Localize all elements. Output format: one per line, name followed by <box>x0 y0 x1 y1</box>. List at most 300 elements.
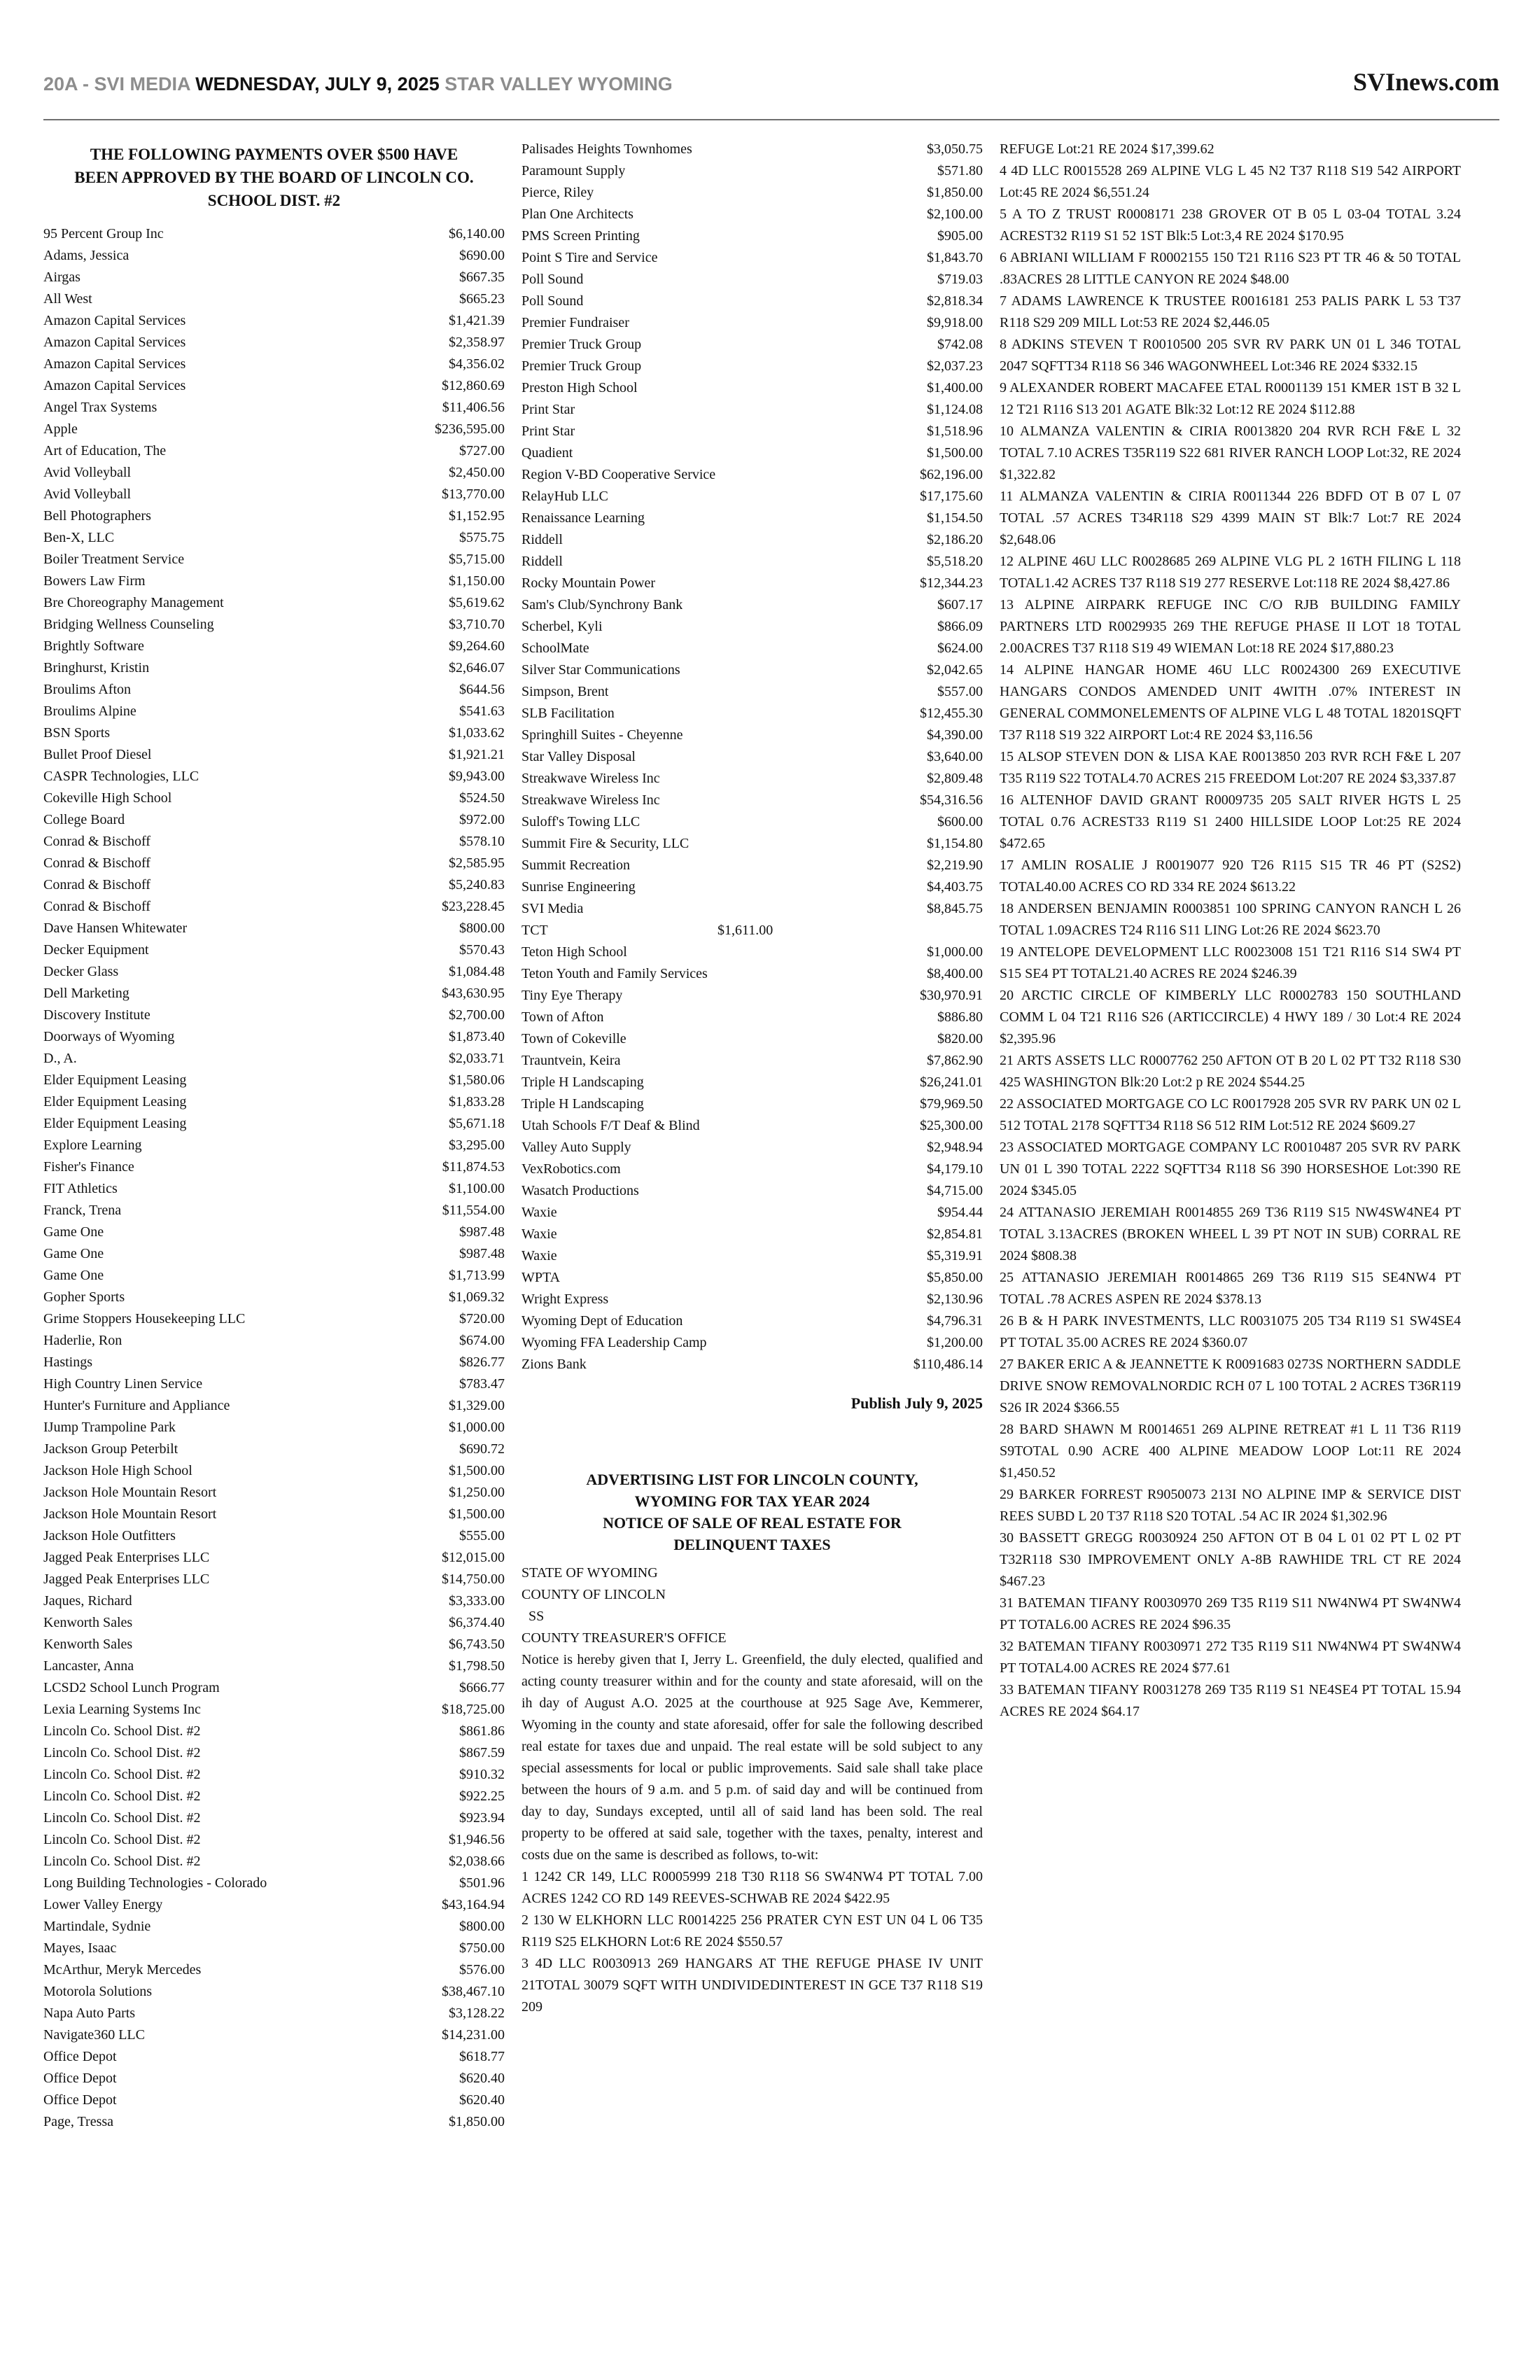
property-item: 24 ATTANASIO JEREMIAH R0014855 269 T36 R119 S15 NW4SW4NE4 PT TOTAL 3.13ACRES (BROKEN WHEEL L 39 PT NOT IN SUB) CORRAL RE 2024 $808.38 <box>1000 1205 1461 1264</box>
payment-amount: $1,329.00 <box>449 1398 505 1413</box>
payee-name: Mayes, Isaac <box>43 1940 117 1956</box>
payee-name: Pierce, Riley <box>522 185 594 200</box>
payment-amount: $2,186.20 <box>927 532 983 547</box>
payee-name: Palisades Heights Townhomes <box>522 141 692 157</box>
payment-row <box>43 375 505 397</box>
payment-row <box>43 1482 505 1504</box>
payee-name: Game One <box>43 1268 104 1283</box>
payment-row <box>522 681 983 703</box>
payment-amount: $3,295.00 <box>449 1138 505 1153</box>
payment-row <box>43 419 505 440</box>
payment-row <box>43 961 505 983</box>
payment-amount: $11,406.56 <box>442 400 505 415</box>
payee-name: Hastings <box>43 1354 92 1370</box>
payment-amount: $576.00 <box>459 1962 505 1977</box>
payee-name: Bringhurst, Kristin <box>43 660 150 676</box>
edition-label: 20A - SVI MEDIA <box>43 74 190 94</box>
property-item: 26 B & H PARK INVESTMENTS, LLC R0031075 205 T34 R119 S1 SW4SE4 PT TOTAL 35.00 ACRES RE 2024 $360.07 <box>1000 1313 1461 1350</box>
payment-row <box>522 1093 983 1115</box>
payment-row <box>522 1245 983 1267</box>
payee-name: High Country Linen Service <box>43 1376 203 1392</box>
payment-amount: $12,015.00 <box>442 1550 505 1565</box>
payee-name: Lincoln Co. School Dist. #2 <box>43 1854 201 1869</box>
property-item: 19 ANTELOPE DEVELOPMENT LLC R0023008 151 T21 R116 S14 SW4 PT S15 SE4 PT TOTAL21.40 ACRES RE 2024 $246.39 <box>1000 944 1461 981</box>
payee-name: Jaques, Richard <box>43 1593 132 1609</box>
payment-row <box>522 1332 983 1354</box>
payee-name: Franck, Trena <box>43 1203 122 1218</box>
payment-row <box>43 1677 505 1699</box>
payment-row <box>522 616 983 638</box>
payment-row <box>522 746 983 768</box>
payment-row <box>522 724 983 746</box>
payee-name: Conrad & Bischoff <box>43 834 150 849</box>
payment-row <box>43 918 505 939</box>
tax-notice-title-line: WYOMING FOR TAX YEAR 2024 <box>634 1492 870 1510</box>
payee-name: Triple H Landscaping <box>522 1074 644 1090</box>
payment-amount: $783.47 <box>459 1376 505 1392</box>
payment-amount: $13,770.00 <box>442 486 505 502</box>
payee-name: Point S Tire and Service <box>522 250 658 265</box>
header-left <box>43 74 673 95</box>
legal-heading-line: STATE OF WYOMING <box>522 1565 658 1581</box>
payment-row <box>43 657 505 679</box>
property-item: 20 ARCTIC CIRCLE OF KIMBERLY LLC R0002783 150 SOUTHLAND COMM L 04 T21 R116 S26 (ARTICCIRCLE) 4 HWY 189 / 30 Lot:4 RE 2024 $2,395.96 <box>1000 988 1461 1046</box>
property-item: 13 ALPINE AIRPARK REFUGE INC C/O RJB BUILDING FAMILY PARTNERS LTD R0029935 269 THE REFUGE PHASE II LOT 18 TOTAL 2.00ACRES T37 R118 S19 49 WIEMAN Lot:18 RE 2024 $17,880.23 <box>1000 597 1461 656</box>
column-1 <box>43 139 505 2133</box>
payment-row <box>43 1438 505 1460</box>
payment-row <box>43 1113 505 1135</box>
payment-amount: $690.72 <box>459 1441 505 1457</box>
payment-row <box>43 722 505 744</box>
payment-amount: $1,850.00 <box>927 185 983 200</box>
payment-row <box>522 1224 983 1245</box>
payment-amount: $555.00 <box>459 1528 505 1544</box>
payee-name: Rocky Mountain Power <box>522 575 656 591</box>
payee-name: Game One <box>43 1246 104 1261</box>
payee-name: Fisher's Finance <box>43 1159 134 1175</box>
payment-amount: $54,316.56 <box>920 792 983 808</box>
payee-name: Suloff's Towing LLC <box>522 814 640 830</box>
payment-amount: $2,854.81 <box>927 1226 983 1242</box>
payee-name: Bullet Proof Diesel <box>43 747 152 762</box>
payee-name: Trauntvein, Keira <box>522 1053 621 1068</box>
payment-row <box>43 1026 505 1048</box>
payee-name: Streakwave Wireless Inc <box>522 771 660 786</box>
payee-name: Dave Hansen Whitewater <box>43 920 188 936</box>
payee-name: Long Building Technologies - Colorado <box>43 1875 267 1891</box>
payee-name: Bell Photographers <box>43 508 151 524</box>
payment-amount: $1,518.96 <box>927 424 983 439</box>
payee-name: Region V-BD Cooperative Service <box>522 467 716 482</box>
payee-name: Napa Auto Parts <box>43 2005 136 2021</box>
property-item: 30 BASSETT GREGG R0030924 250 AFTON OT B 04 L 01 02 PT L 02 PT T32R118 S30 IMPROVEMENT ONLY A-8B RAWHIDE TRL CT RE 2024 $467.23 <box>1000 1530 1461 1589</box>
tax-notice-title-line: ADVERTISING LIST FOR LINCOLN COUNTY, <box>586 1471 918 1488</box>
payment-row <box>522 1310 983 1332</box>
payment-row <box>522 855 983 876</box>
payment-amount: $644.56 <box>459 682 505 697</box>
payment-amount: $3,333.00 <box>449 1593 505 1609</box>
property-item: 33 BATEMAN TIFANY R0031278 269 T35 R119 S1 NE4SE4 PT TOTAL 15.94 ACRES RE 2024 $64.17 <box>1000 1682 1461 1719</box>
payment-amount: $2,042.65 <box>927 662 983 678</box>
property-items-col2 <box>522 1866 983 2018</box>
payee-name: Jackson Group Peterbilt <box>43 1441 178 1457</box>
payments-list-col1 <box>43 223 505 2133</box>
payment-row <box>43 1091 505 1113</box>
payment-amount: $9,918.00 <box>927 315 983 330</box>
payment-row <box>43 636 505 657</box>
payment-row <box>43 1243 505 1265</box>
payee-name: Tiny Eye Therapy <box>522 988 623 1003</box>
payment-row <box>43 1265 505 1287</box>
payee-name: RelayHub LLC <box>522 489 608 504</box>
payee-name: Page, Tressa <box>43 2114 114 2129</box>
payee-name: Hunter's Furniture and Appliance <box>43 1398 230 1413</box>
payment-amount: $571.80 <box>937 163 983 178</box>
legal-heading <box>522 1562 983 1649</box>
payment-amount: $1,100.00 <box>449 1181 505 1196</box>
payment-row <box>522 247 983 269</box>
payment-amount: $570.43 <box>459 942 505 958</box>
payment-amount: $2,130.96 <box>927 1292 983 1307</box>
payee-name: 95 Percent Group Inc <box>43 226 164 241</box>
payment-row <box>43 1395 505 1417</box>
payment-amount: $12,860.69 <box>442 378 505 393</box>
payment-row <box>522 811 983 833</box>
payee-name: Haderlie, Ron <box>43 1333 122 1348</box>
payment-amount: $910.32 <box>459 1767 505 1782</box>
payee-name: Summit Fire & Security, LLC <box>522 836 690 851</box>
payment-amount: $43,630.95 <box>442 986 505 1001</box>
payment-row <box>522 225 983 247</box>
payment-amount: $607.17 <box>937 597 983 612</box>
payee-name: Premier Truck Group <box>522 337 642 352</box>
payment-amount: $2,585.95 <box>449 855 505 871</box>
payee-name: Premier Fundraiser <box>522 315 629 330</box>
payee-name: All West <box>43 291 92 307</box>
payment-amount: $8,400.00 <box>927 966 983 981</box>
property-item: 2 130 W ELKHORN LLC R0014225 256 PRATER CYN EST UN 04 L 06 T35 R119 S25 ELKHORN Lot:6 RE 2024 $550.57 <box>522 1912 983 1949</box>
payee-name: Lincoln Co. School Dist. #2 <box>43 1810 201 1826</box>
payment-amount: $2,100.00 <box>927 206 983 222</box>
property-item: 16 ALTENHOF DAVID GRANT R0009735 205 SALT RIVER HGTS L 25 TOTAL 0.76 ACREST33 R119 S1 2400 HILLSIDE LOOP Lot:25 RE 2024 $472.65 <box>1000 792 1461 851</box>
payee-name: Print Star <box>522 424 575 439</box>
payment-row <box>43 2003 505 2024</box>
legal-heading-line: SS <box>528 1609 545 1624</box>
payment-row <box>43 1699 505 1721</box>
payment-row <box>522 507 983 529</box>
payee-name: Bowers Law Firm <box>43 573 146 589</box>
payee-name: Wyoming Dept of Education <box>522 1313 683 1329</box>
payee-name: Wasatch Productions <box>522 1183 639 1198</box>
payment-amount: $9,943.00 <box>449 769 505 784</box>
payment-amount: $62,196.00 <box>920 467 983 482</box>
payee-name: Office Depot <box>43 2071 117 2086</box>
payment-amount: $5,240.83 <box>449 877 505 892</box>
publish-line: Publish July 9, 2025 <box>850 1394 983 1412</box>
payment-amount: $800.00 <box>459 920 505 936</box>
payment-row <box>522 638 983 659</box>
payment-amount: $4,796.31 <box>927 1313 983 1329</box>
payee-name: PMS Screen Printing <box>522 228 640 244</box>
payee-name: SVI Media <box>522 901 584 916</box>
payment-amount: $1,500.00 <box>927 445 983 461</box>
payee-name: Sunrise Engineering <box>522 879 636 895</box>
payee-name: College Board <box>43 812 125 827</box>
payee-name: Angel Trax Systems <box>43 400 158 415</box>
property-item: 28 BARD SHAWN M R0014651 269 ALPINE RETREAT #1 L 11 T36 R119 S9TOTAL 0.90 ACRE 400 ALPINE MEADOW LOOP Lot:11 RE 2024 $1,450.52 <box>1000 1422 1461 1480</box>
payment-amount: $2,219.90 <box>927 858 983 873</box>
payment-amount: $1,400.00 <box>927 380 983 396</box>
payment-row <box>43 939 505 961</box>
payment-amount: $1,873.40 <box>449 1029 505 1044</box>
payment-amount: $1,921.21 <box>449 747 505 762</box>
payment-row <box>522 1072 983 1093</box>
payee-name: Decker Equipment <box>43 942 149 958</box>
notice-body-paragraph: Notice is hereby given that I, Jerry L. Greenfield, the duly elected, qualified and acting county treasurer within and for the county and state aforesaid, will on the ih day of August A.O. 2025 at the courthouse at 925 Sage Ave, Kemmerer, Wyoming in the county and state aforesaid, offer for sale the following described real estate for taxes due and unpaid. The real estate will be sold subject to any special assessments for local or public improvements. Said sale shall take place between the hours of 9 a.m. and 5 p.m. of said day and will be continued from day to day, Sundays excepted, until all of said land has been sold. The real property to be offered at said sale, together with the taxes, penalty, interest and costs due on the same is described as follows, to-wit: <box>522 1652 983 1863</box>
payment-amount: $501.96 <box>459 1875 505 1891</box>
payment-amount: $524.50 <box>459 790 505 806</box>
payment-amount: $1,069.32 <box>449 1289 505 1305</box>
payee-name: Elder Equipment Leasing <box>43 1072 187 1088</box>
payment-row <box>43 831 505 853</box>
payee-name: Teton High School <box>522 944 627 960</box>
payment-amount: $674.00 <box>459 1333 505 1348</box>
property-items-col3 <box>1000 139 1461 1723</box>
payee-name: Triple H Landscaping <box>522 1096 644 1112</box>
payment-amount: $618.77 <box>459 2049 505 2064</box>
payment-row <box>43 1742 505 1764</box>
legal-heading-line: COUNTY OF LINCOLN <box>522 1587 666 1602</box>
payee-name: Springhill Suites - Cheyenne <box>522 727 683 743</box>
payment-row <box>43 1894 505 1916</box>
payee-name: Dell Marketing <box>43 986 130 1001</box>
payments-title <box>43 143 505 212</box>
payee-name: Martindale, Sydnie <box>43 1919 151 1934</box>
payee-name: Lincoln Co. School Dist. #2 <box>43 1723 201 1739</box>
property-item: 23 ASSOCIATED MORTGAGE COMPANY LC R0010487 205 SVR RV PARK UN 01 L 390 TOTAL 2222 SQFTT34 R118 S6 390 HORSESHOE Lot:390 RE 2024 $345.05 <box>1000 1140 1461 1198</box>
payment-row <box>522 464 983 486</box>
payment-amount: $6,374.40 <box>449 1615 505 1630</box>
payment-amount: $2,037.23 <box>927 358 983 374</box>
header-location: STAR VALLEY WYOMING <box>444 74 673 94</box>
payment-row <box>43 1330 505 1352</box>
payee-name: Navigate360 LLC <box>43 2027 145 2043</box>
payee-name: Riddell <box>522 532 563 547</box>
payment-row <box>522 1007 983 1028</box>
property-item: 1 1242 CR 149, LLC R0005999 218 T30 R118 S6 SW4NW4 PT TOTAL 7.00 ACRES 1242 CO RD 149 REEVES-SCHWAB RE 2024 $422.95 <box>522 1869 983 1906</box>
payee-name: Discovery Institute <box>43 1007 150 1023</box>
payment-row <box>522 356 983 377</box>
payment-row <box>522 421 983 442</box>
payment-row <box>522 1180 983 1202</box>
payment-row <box>43 2068 505 2090</box>
property-item: 8 ADKINS STEVEN T R0010500 205 SVR RV PARK UN 01 L 346 TOTAL 2047 SQFTT34 R118 S6 346 WAGONWHEEL Lot:346 RE 2024 $332.15 <box>1000 337 1461 374</box>
payee-name: WPTA <box>522 1270 561 1285</box>
payment-amount: $7,862.90 <box>927 1053 983 1068</box>
payment-amount: $6,140.00 <box>449 226 505 241</box>
payment-row <box>522 399 983 421</box>
payment-amount: $1,946.56 <box>449 1832 505 1847</box>
payment-row <box>522 920 983 941</box>
payments-list-col2 <box>522 139 983 1376</box>
header-date: WEDNESDAY, JULY 9, 2025 <box>195 74 440 94</box>
payment-row <box>43 2111 505 2133</box>
payment-amount: $987.48 <box>459 1224 505 1240</box>
payment-amount: $719.03 <box>937 272 983 287</box>
payment-row <box>43 1135 505 1156</box>
payee-name: Gopher Sports <box>43 1289 125 1305</box>
payee-name: Utah Schools F/T Deaf & Blind <box>522 1118 700 1133</box>
payee-name: Boiler Treatment Service <box>43 552 185 567</box>
property-item: 14 ALPINE HANGAR HOME 46U LLC R0024300 269 EXECUTIVE HANGARS CONDOS AMENDED UNIT 4WITH .07% INTEREST IN GENERAL COMMONELEMENTS OF ALPINE VLG L 48 TOTAL 18201SQFT T37 R118 S19 322 AIRPORT Lot:4 RE 2024 $3,116.56 <box>1000 662 1461 743</box>
payee-name: Plan One Architects <box>522 206 634 222</box>
column-3 <box>1000 139 1461 2133</box>
property-item: 9 ALEXANDER ROBERT MACAFEE ETAL R0001139 151 KMER 1ST B 32 L 12 T21 R116 S13 201 AGATE Blk:32 Lot:12 RE 2024 $112.88 <box>1000 380 1461 417</box>
payee-name: Lancaster, Anna <box>43 1658 134 1674</box>
payment-amount: $11,554.00 <box>442 1203 505 1218</box>
header-divider <box>43 119 1499 120</box>
payment-amount: $26,241.01 <box>920 1074 983 1090</box>
content-columns <box>43 139 1460 2133</box>
payment-amount: $5,850.00 <box>927 1270 983 1285</box>
tax-notice-title-line: DELINQUENT TAXES <box>673 1536 831 1553</box>
payment-amount: $12,455.30 <box>920 706 983 721</box>
payment-amount: $1,000.00 <box>927 944 983 960</box>
payment-row <box>43 1048 505 1070</box>
payment-row <box>522 290 983 312</box>
payment-row <box>43 679 505 701</box>
payment-amount: $2,948.94 <box>927 1140 983 1155</box>
payment-amount: $38,467.10 <box>442 1984 505 1999</box>
payment-row <box>43 874 505 896</box>
payee-name: Wright Express <box>522 1292 609 1307</box>
payment-amount: $905.00 <box>937 228 983 244</box>
payment-amount: $5,671.18 <box>449 1116 505 1131</box>
payee-name: Summit Recreation <box>522 858 630 873</box>
payee-name: Amazon Capital Services <box>43 378 186 393</box>
payment-row <box>43 527 505 549</box>
payment-row <box>43 505 505 527</box>
payment-amount: $1,843.70 <box>927 250 983 265</box>
payee-name: Elder Equipment Leasing <box>43 1116 187 1131</box>
payee-name: Amazon Capital Services <box>43 356 186 372</box>
payment-amount: $665.23 <box>459 291 505 307</box>
payment-amount: $3,050.75 <box>927 141 983 157</box>
payee-name: Jagged Peak Enterprises LLC <box>43 1550 210 1565</box>
payment-amount: $25,300.00 <box>920 1118 983 1133</box>
payment-row <box>522 529 983 551</box>
payment-row <box>522 985 983 1007</box>
payment-row <box>43 1807 505 1829</box>
payment-amount: $972.00 <box>459 812 505 827</box>
payee-name: Decker Glass <box>43 964 119 979</box>
payee-name: Jackson Hole Mountain Resort <box>43 1506 217 1522</box>
payment-amount: $1,152.95 <box>449 508 505 524</box>
payment-amount: $742.08 <box>937 337 983 352</box>
payment-amount: $2,033.71 <box>449 1051 505 1066</box>
payment-amount: $43,164.94 <box>442 1897 505 1912</box>
payment-row <box>522 833 983 855</box>
payment-amount: $2,818.34 <box>927 293 983 309</box>
payment-amount: $6,743.50 <box>449 1637 505 1652</box>
payee-name: Town of Afton <box>522 1009 604 1025</box>
payment-row <box>522 182 983 204</box>
payment-row <box>43 1156 505 1178</box>
payee-name: Streakwave Wireless Inc <box>522 792 660 808</box>
payment-row <box>43 1851 505 1872</box>
payment-amount: $236,595.00 <box>435 421 505 437</box>
payment-amount: $11,874.53 <box>442 1159 505 1175</box>
payee-name: Amazon Capital Services <box>43 313 186 328</box>
payee-name: Airgas <box>43 270 80 285</box>
payment-row <box>43 1287 505 1308</box>
payment-amount: $5,715.00 <box>449 552 505 567</box>
page-header <box>43 67 1499 99</box>
payment-row <box>43 1612 505 1634</box>
payment-amount: $578.10 <box>459 834 505 849</box>
payee-name: Cokeville High School <box>43 790 172 806</box>
payment-row <box>43 744 505 766</box>
payment-row <box>43 332 505 354</box>
payments-title-line: THE FOLLOWING PAYMENTS OVER $500 HAVE <box>90 146 458 163</box>
payee-name: Bre Choreography Management <box>43 595 224 610</box>
property-item: 32 BATEMAN TIFANY R0030971 272 T35 R119 S11 NW4NW4 PT SW4NW4 PT TOTAL4.00 ACRES RE 2024 $77.61 <box>1000 1639 1461 1676</box>
payment-row <box>43 1525 505 1547</box>
payment-row <box>43 570 505 592</box>
payment-row <box>522 1050 983 1072</box>
property-item: 7 ADAMS LAWRENCE K TRUSTEE R0016181 253 PALIS PARK L 53 T37 R118 S29 209 MILL Lot:53 RE 2024 $2,446.05 <box>1000 293 1461 330</box>
payment-amount: $1,084.48 <box>449 964 505 979</box>
payment-row <box>43 788 505 809</box>
payment-amount: $667.35 <box>459 270 505 285</box>
property-item: 11 ALMANZA VALENTIN & CIRIA R0011344 226 BDFD OT B 07 L 07 TOTAL .57 ACRES T34R118 S29 4399 MAIN ST Blk:7 Lot:7 RE 2024 $2,648.06 <box>1000 489 1461 547</box>
payment-row <box>43 354 505 375</box>
payment-row <box>522 1289 983 1310</box>
payment-row <box>43 614 505 636</box>
payee-name: Star Valley Disposal <box>522 749 636 764</box>
payment-amount: $1,713.99 <box>449 1268 505 1283</box>
payment-amount: $2,700.00 <box>449 1007 505 1023</box>
payee-name: Conrad & Bischoff <box>43 877 150 892</box>
payment-amount: $2,358.97 <box>449 335 505 350</box>
payment-row <box>43 1417 505 1438</box>
payment-row <box>522 790 983 811</box>
payment-row <box>522 703 983 724</box>
property-item: 27 BAKER ERIC A & JEANNETTE K R0091683 0273S NORTHERN SADDLE DRIVE SNOW REMOVALNORDIC RCH 07 L 100 TOTAL 2 ACRES T36R119 S26 IR 2024 $366.55 <box>1000 1357 1461 1415</box>
payment-row <box>43 701 505 722</box>
payee-name: SLB Facilitation <box>522 706 615 721</box>
payee-name: Jackson Hole Mountain Resort <box>43 1485 217 1500</box>
payment-row <box>522 1202 983 1224</box>
payee-name: Sam's Club/Synchrony Bank <box>522 597 683 612</box>
payment-amount: $18,725.00 <box>442 1702 505 1717</box>
payee-name: Quadient <box>522 445 573 461</box>
property-item: 29 BARKER FORREST R9050073 213I NO ALPINE IMP & SERVICE DIST REES SUBD L 20 T37 R118 S20 TOTAL .54 AC IR 2024 $1,302.96 <box>1000 1487 1461 1524</box>
payment-amount: $750.00 <box>459 1940 505 1956</box>
payment-amount: $620.40 <box>459 2092 505 2108</box>
payment-row <box>43 440 505 462</box>
payment-row <box>522 377 983 399</box>
payment-row <box>43 1634 505 1656</box>
payment-amount: $14,750.00 <box>442 1572 505 1587</box>
payment-row <box>43 1829 505 1851</box>
property-item: 31 BATEMAN TIFANY R0030970 269 T35 R119 S11 NW4NW4 PT SW4NW4 PT TOTAL6.00 ACRES RE 2024 $96.35 <box>1000 1595 1461 1632</box>
payment-amount: $5,319.91 <box>927 1248 983 1264</box>
payment-amount: $4,356.02 <box>449 356 505 372</box>
payment-row <box>522 768 983 790</box>
payment-row <box>43 2090 505 2111</box>
payee-name: Simpson, Brent <box>522 684 609 699</box>
